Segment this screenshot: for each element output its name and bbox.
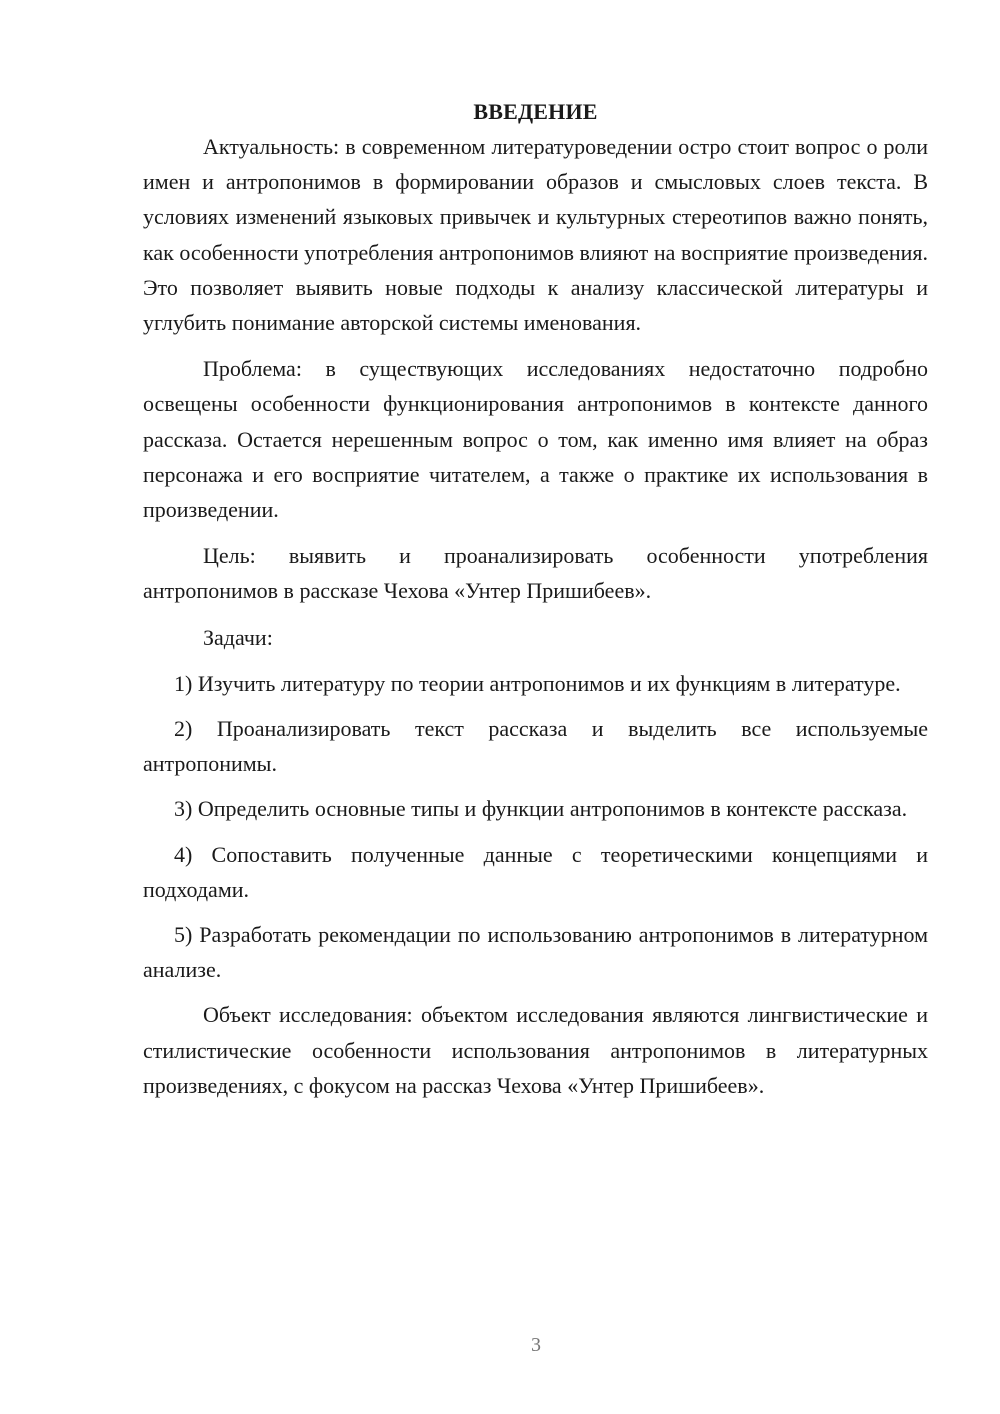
tasks-label: Задачи: bbox=[203, 624, 273, 650]
task-list bbox=[143, 666, 928, 988]
task-item-3: 3) Определить основные типы и функции антропонимов в контексте рассказа. bbox=[174, 796, 908, 822]
task-item-4: 4) Сопоставить полученные данные с теоретическими концепциями и подходами. bbox=[143, 841, 928, 902]
task-item-1: 1) Изучить литературу по теории антропонимов и их функциям в литературе. bbox=[174, 670, 901, 696]
paragraph-problem: Проблема: в существующих исследованиях недостаточно подробно освещены особенности функционирования антропонимов в контексте данного рассказа. Остается нерешенным вопрос о том, как именно имя влияет на образ персонажа и его восприятие читателем, а также о практике их использования в произведении. bbox=[143, 356, 928, 523]
section-heading: ВВЕДЕНИЕ bbox=[473, 99, 598, 124]
page-number: 3 bbox=[531, 1334, 541, 1356]
paragraph-goal: Цель: выявить и проанализировать особенности употребления антропонимов в рассказе Чехова «Унтер Пришибеев». bbox=[143, 543, 928, 604]
task-item-2: 2) Проанализировать текст рассказа и выделить все используемые антропонимы. bbox=[143, 716, 928, 777]
task-item-5: 5) Разработать рекомендации по использованию антропонимов в литературном анализе. bbox=[143, 922, 928, 983]
paragraph-relevance: Актуальность: в современном литературоведении остро стоит вопрос о роли имен и антропонимов в формировании образов и смысловых слоев текста. В условиях изменений языковых привычек и культурных стереотипов важно понять, как особенности употребления антропонимов влияют на восприятие произведения. Это позволяет выявить новые подходы к анализу классической литературы и углубить понимание авторской системы именования. bbox=[143, 134, 928, 336]
page-content bbox=[143, 94, 928, 1114]
paragraph-object: Объект исследования: объектом исследования являются лингвистические и стилистические особенности использования антропонимов в литературных произведениях, с фокусом на рассказ Чехова «Унтер Пришибеев». bbox=[143, 1002, 928, 1098]
